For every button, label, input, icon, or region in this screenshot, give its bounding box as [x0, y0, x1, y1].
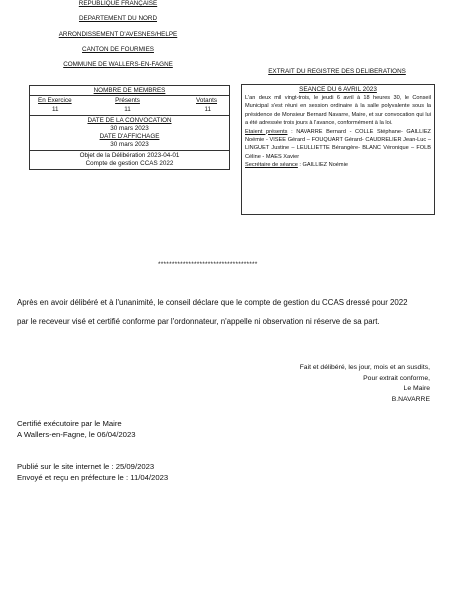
presents-label: Etaient présents [245, 128, 288, 135]
members-presents-label: Présents [115, 97, 140, 104]
members-col-votants [157, 96, 229, 115]
objet-block [30, 151, 229, 169]
certifie-lieu-date: A Wallers-en-Fagne, le 06/04/2023 [17, 430, 136, 439]
header-departement: DEPARTEMENT DU NORD [78, 15, 158, 22]
members-exercice-value: 11 [52, 106, 59, 113]
certifie-executoire: Certifié exécutoire par le Maire [17, 419, 122, 428]
members-counts-row [30, 96, 229, 116]
secretaire-label: Secrétaire de séance [245, 162, 298, 169]
seance-title: SEANCE DU 6 AVRIL 2023 [299, 86, 377, 93]
secretaire-text: : GAILLIEZ Noémie [297, 162, 348, 169]
deliberation-line-2: par le receveur visé et certifié conforme par l'ordonnateur, n'appelle ni observation ni réserve de sa part. [17, 317, 380, 326]
members-exercice-label: En Exercice [38, 97, 72, 104]
members-votants-value: 11 [204, 106, 212, 113]
presents-text: : NAVARRE Bernard - COLLE Stéphane- GAILLIEZ Noémie - VISEE Gérard – FOUQUART Gérard- CAUDRELIER Jean-Luc – LINGUET Justine – LEULLIETTE Bérangère- BLANC Véronique – FOLB Céline - MAES Xavier [245, 128, 431, 160]
members-col-exercice [30, 96, 98, 115]
affichage-label: DATE D'AFFICHAGE [99, 133, 160, 140]
signature-block [300, 363, 430, 405]
header-canton: CANTON DE FOURMIES [82, 46, 154, 53]
seance-secretaire [242, 161, 434, 169]
convocation-label: DATE DE LA CONVOCATION [87, 117, 172, 124]
convocation-date: 30 mars 2023 [110, 125, 149, 132]
members-votants-label: Votants [196, 97, 218, 104]
extract-title: EXTRAIT DU REGISTRE DES DELIBERATIONS [268, 68, 406, 75]
publie-site: Publié sur le site internet le : 25/09/2023 [17, 462, 155, 471]
header-republique: REPUBLIQUE FRANÇAISE [78, 0, 158, 7]
signature-line-extrait: Pour extrait conforme, [363, 374, 430, 382]
seance-intro: L'an deux mil vingt-trois, le jeudi 6 avril à 18 heures 30, le Conseil Municipal s'est réuni en session ordinaire à la salle polyvalente sous la présidence de Monsieur Bernard Navarre, Maire, et sur convocation qui lui a été adressée trois jours à l'avance, conformément à la loi. [245, 95, 431, 127]
signature-line-fait: Fait et délibéré, les jour, mois et an susdits, [299, 364, 430, 371]
signature-line-name: B.NAVARRE [391, 395, 430, 403]
signature-line-maire: Le Maire [403, 385, 430, 392]
members-table-title: NOMBRE DE MEMBRES [30, 86, 229, 96]
seance-box [241, 84, 435, 215]
separator-stars: ************************************ [158, 261, 258, 268]
header-arrondissement: ARRONDISSEMENT D'AVESNES/HELPE [58, 31, 178, 38]
deliberation-line-1: Après en avoir délibéré et à l'unanimité, le conseil déclare que le compte de gestion du CCAS dressé pour 2022 [17, 298, 408, 307]
convocation-block [30, 116, 229, 151]
objet-label: Objet de la Délibération 2023-04-01 [79, 152, 180, 159]
members-col-presents [98, 96, 158, 115]
affichage-date: 30 mars 2023 [110, 141, 149, 148]
envoye-prefecture: Envoyé et reçu en préfecture le : 11/04/2023 [17, 473, 169, 482]
seance-presents [242, 128, 434, 162]
members-presents-value: 11 [124, 106, 131, 113]
members-table [29, 85, 230, 170]
header-commune: COMMUNE DE WALLERS-EN-FAGNE [63, 61, 173, 68]
objet-text: Compte de gestion CCAS 2022 [85, 160, 174, 167]
